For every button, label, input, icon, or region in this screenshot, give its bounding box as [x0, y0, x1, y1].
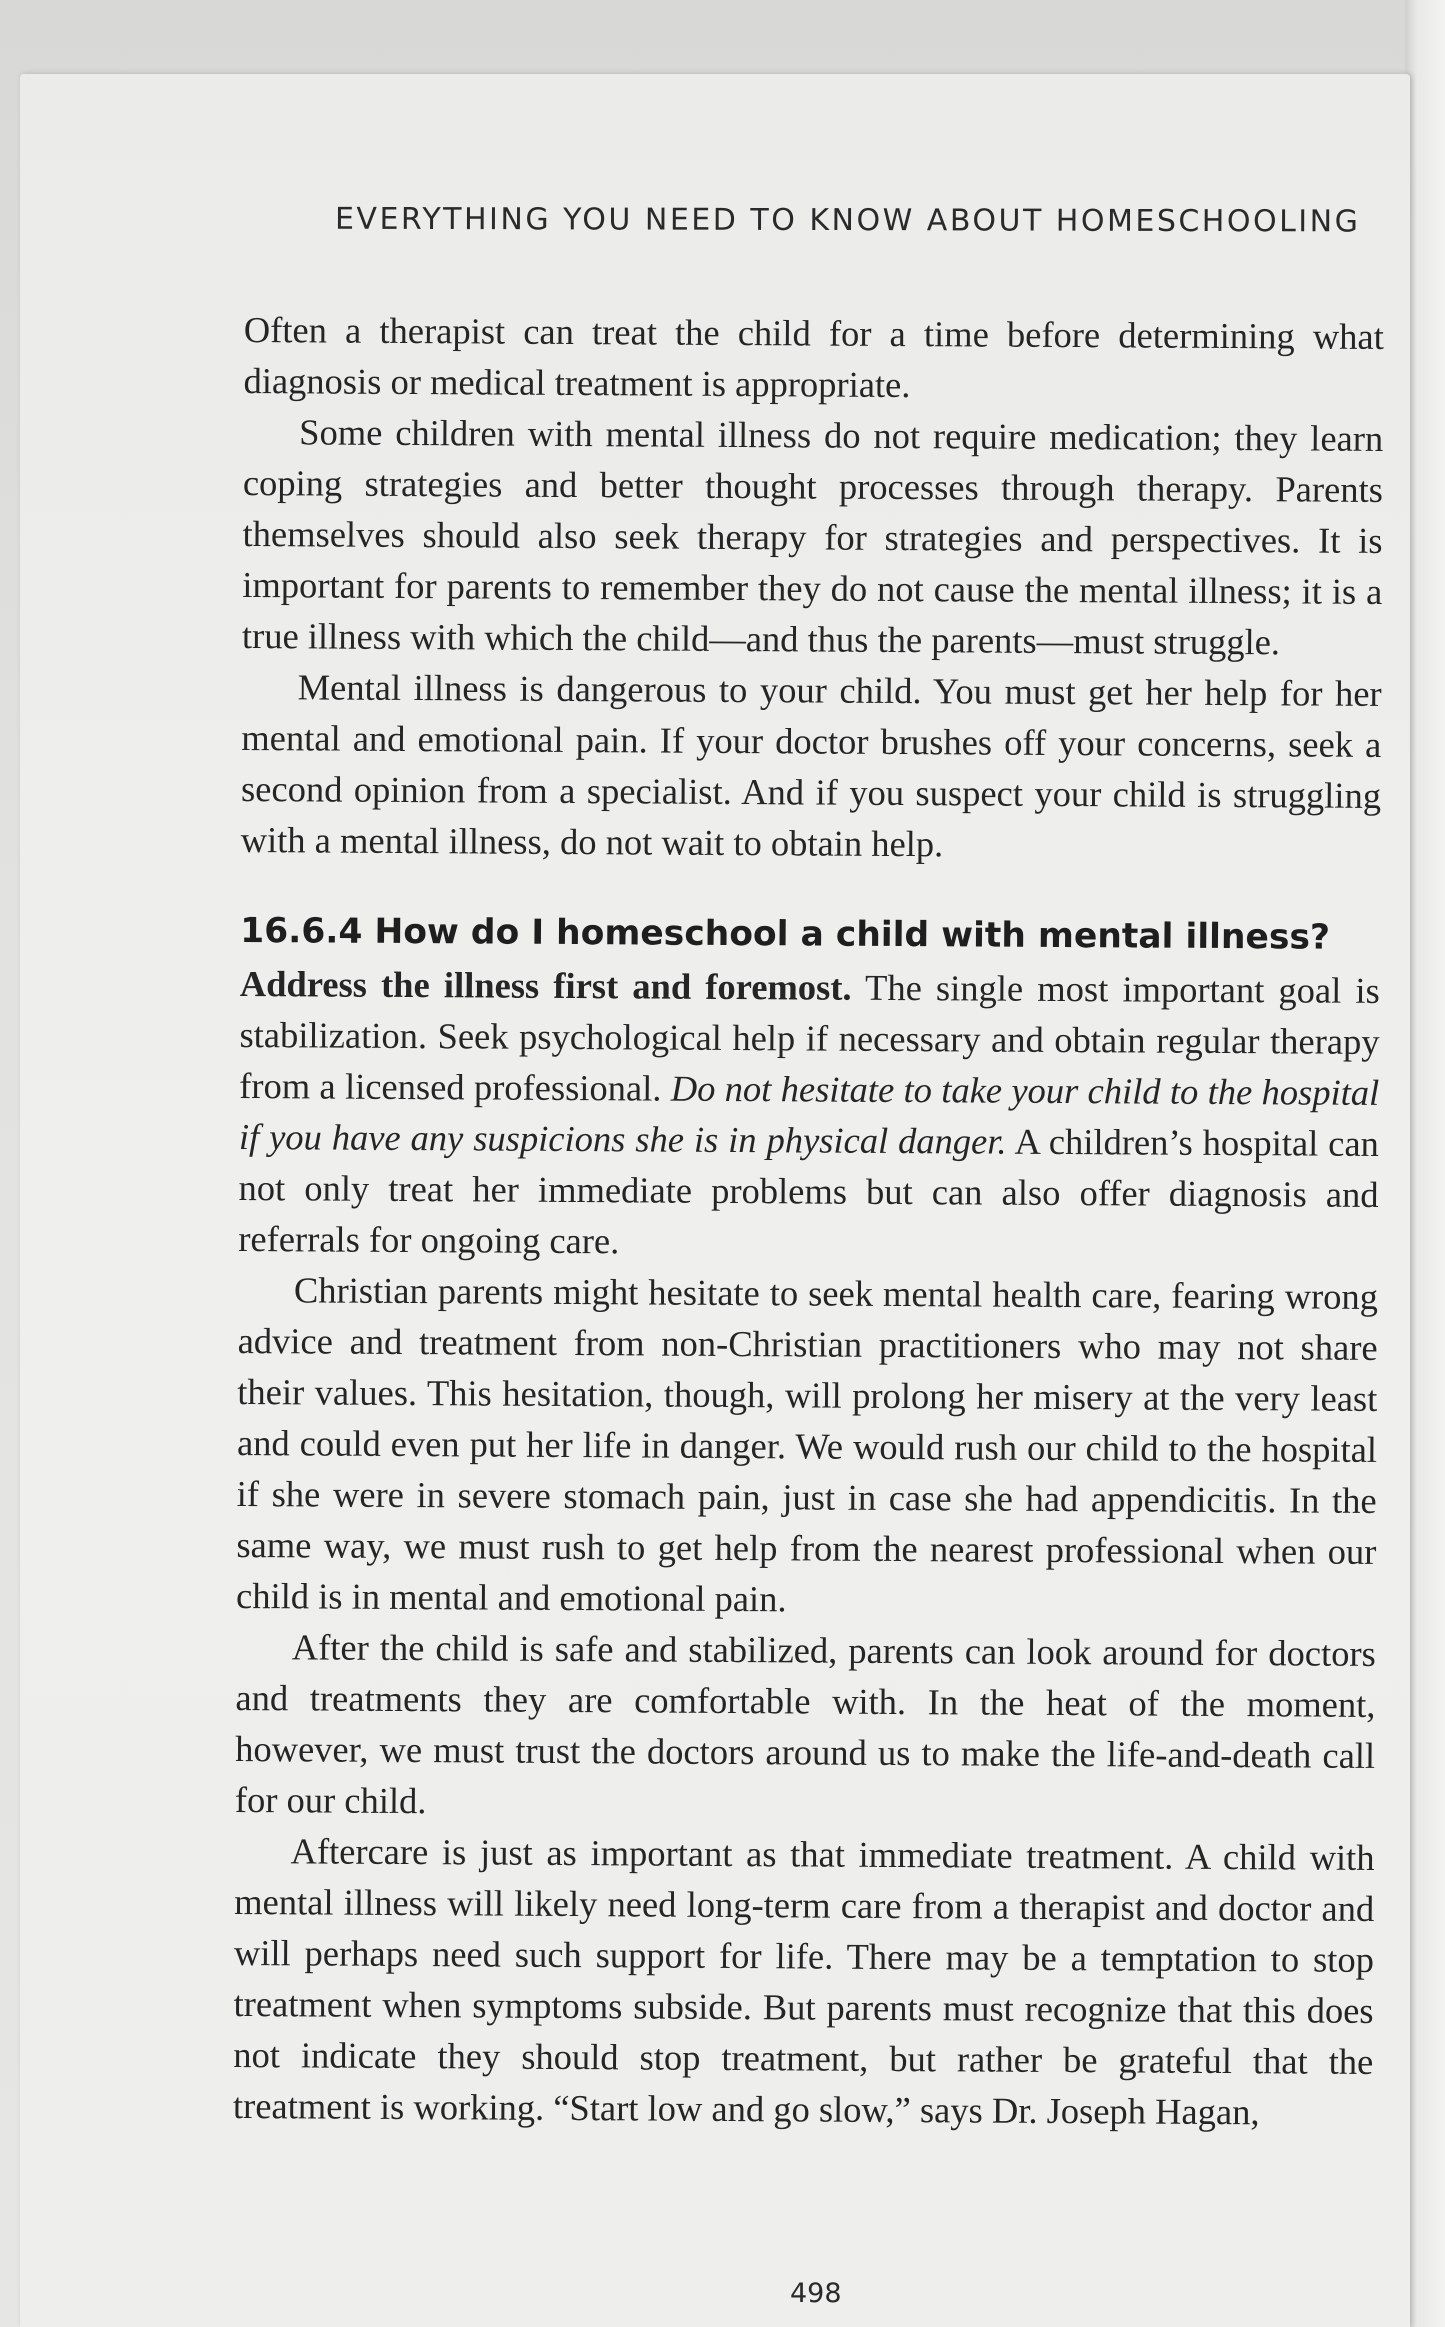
lead-bold-phrase: Address the illness first and foremost.: [239, 962, 852, 1008]
paragraph-after-stabilized: After the child is safe and stabilized, parents can look around for doctors and treatments they are comfortable with. In the heat of the moment, however, we must trust the doctors around us to make the life-and-death call for our child.: [234, 1626, 1376, 1822]
running-head: EVERYTHING YOU NEED TO KNOW ABOUT HOMESCHOOLING: [334, 201, 1361, 240]
paragraph-christian-parents: Christian parents might hesitate to seek mental health care, fearing wrong advice and treatment from non-Christian practitioners who may not share their values. This hesitation, though, will prolong her misery at the very least and could even put her life in danger. We would rush our child to the hospital if she were in severe stomach pain, just in case she had appendicitis. In the same way, we must rush to get help from the nearest professional when our child is in mental and emotional pain.: [235, 1269, 1379, 1620]
paragraph-1: Often a therapist can treat the child for a time before determining what diagnosis or medical treatment is appropriate.: [243, 308, 1384, 406]
page-number: 498: [790, 2278, 842, 2309]
adjacent-page-edge: [1405, 0, 1445, 2327]
lead-text-1: The single most important goal is stabilization. Seek psychological help if necessary and obtain regular therapy from a licensed professional.: [239, 966, 1380, 1109]
lead-paragraph: [238, 958, 1380, 1271]
page-body: [233, 304, 1384, 2138]
paragraph-aftercare: Aftercare is just as important as that immediate treatment. A child with mental illness will likely need long-term care from a therapist and doctor and will perhaps need such support for life. There may be a temptation to stop treatment when symptoms subside. But parents must recognize that this does not indicate they should stop treatment, but rather be grateful that the treatment is working. “Start low and go slow,” says Dr. Joseph Hagan,: [232, 1830, 1375, 2133]
paragraph-3: Mental illness is dangerous to your child. You must get her help for her mental and emotional pain. If your doctor brushes off your concerns, seek a second opinion from a specialist. And if you suspect your child is struggling with a mental illness, do not wait to obtain help.: [240, 666, 1382, 865]
section-heading: 16.6.4 How do I homeschool a child with mental illness?: [240, 910, 1331, 958]
lead-text-2: A children’s hospital can not only treat her immediate problems but can also offer diagnosis and referrals for ongoing care.: [238, 1120, 1380, 1262]
lead-italic-phrase: Do not hesitate to take your child to the hospital if you have any suspicions she is in physical danger.: [238, 1067, 1380, 1162]
paragraph-2: Some children with mental illness do not require medication; they learn coping strategies and better thought processes through therapy. Parents themselves should also seek therapy for strategies and perspectives. It is important for parents to remember they do not cause the mental illness; it is a true illness with which the child—and thus the parents—must struggle.: [241, 411, 1384, 663]
